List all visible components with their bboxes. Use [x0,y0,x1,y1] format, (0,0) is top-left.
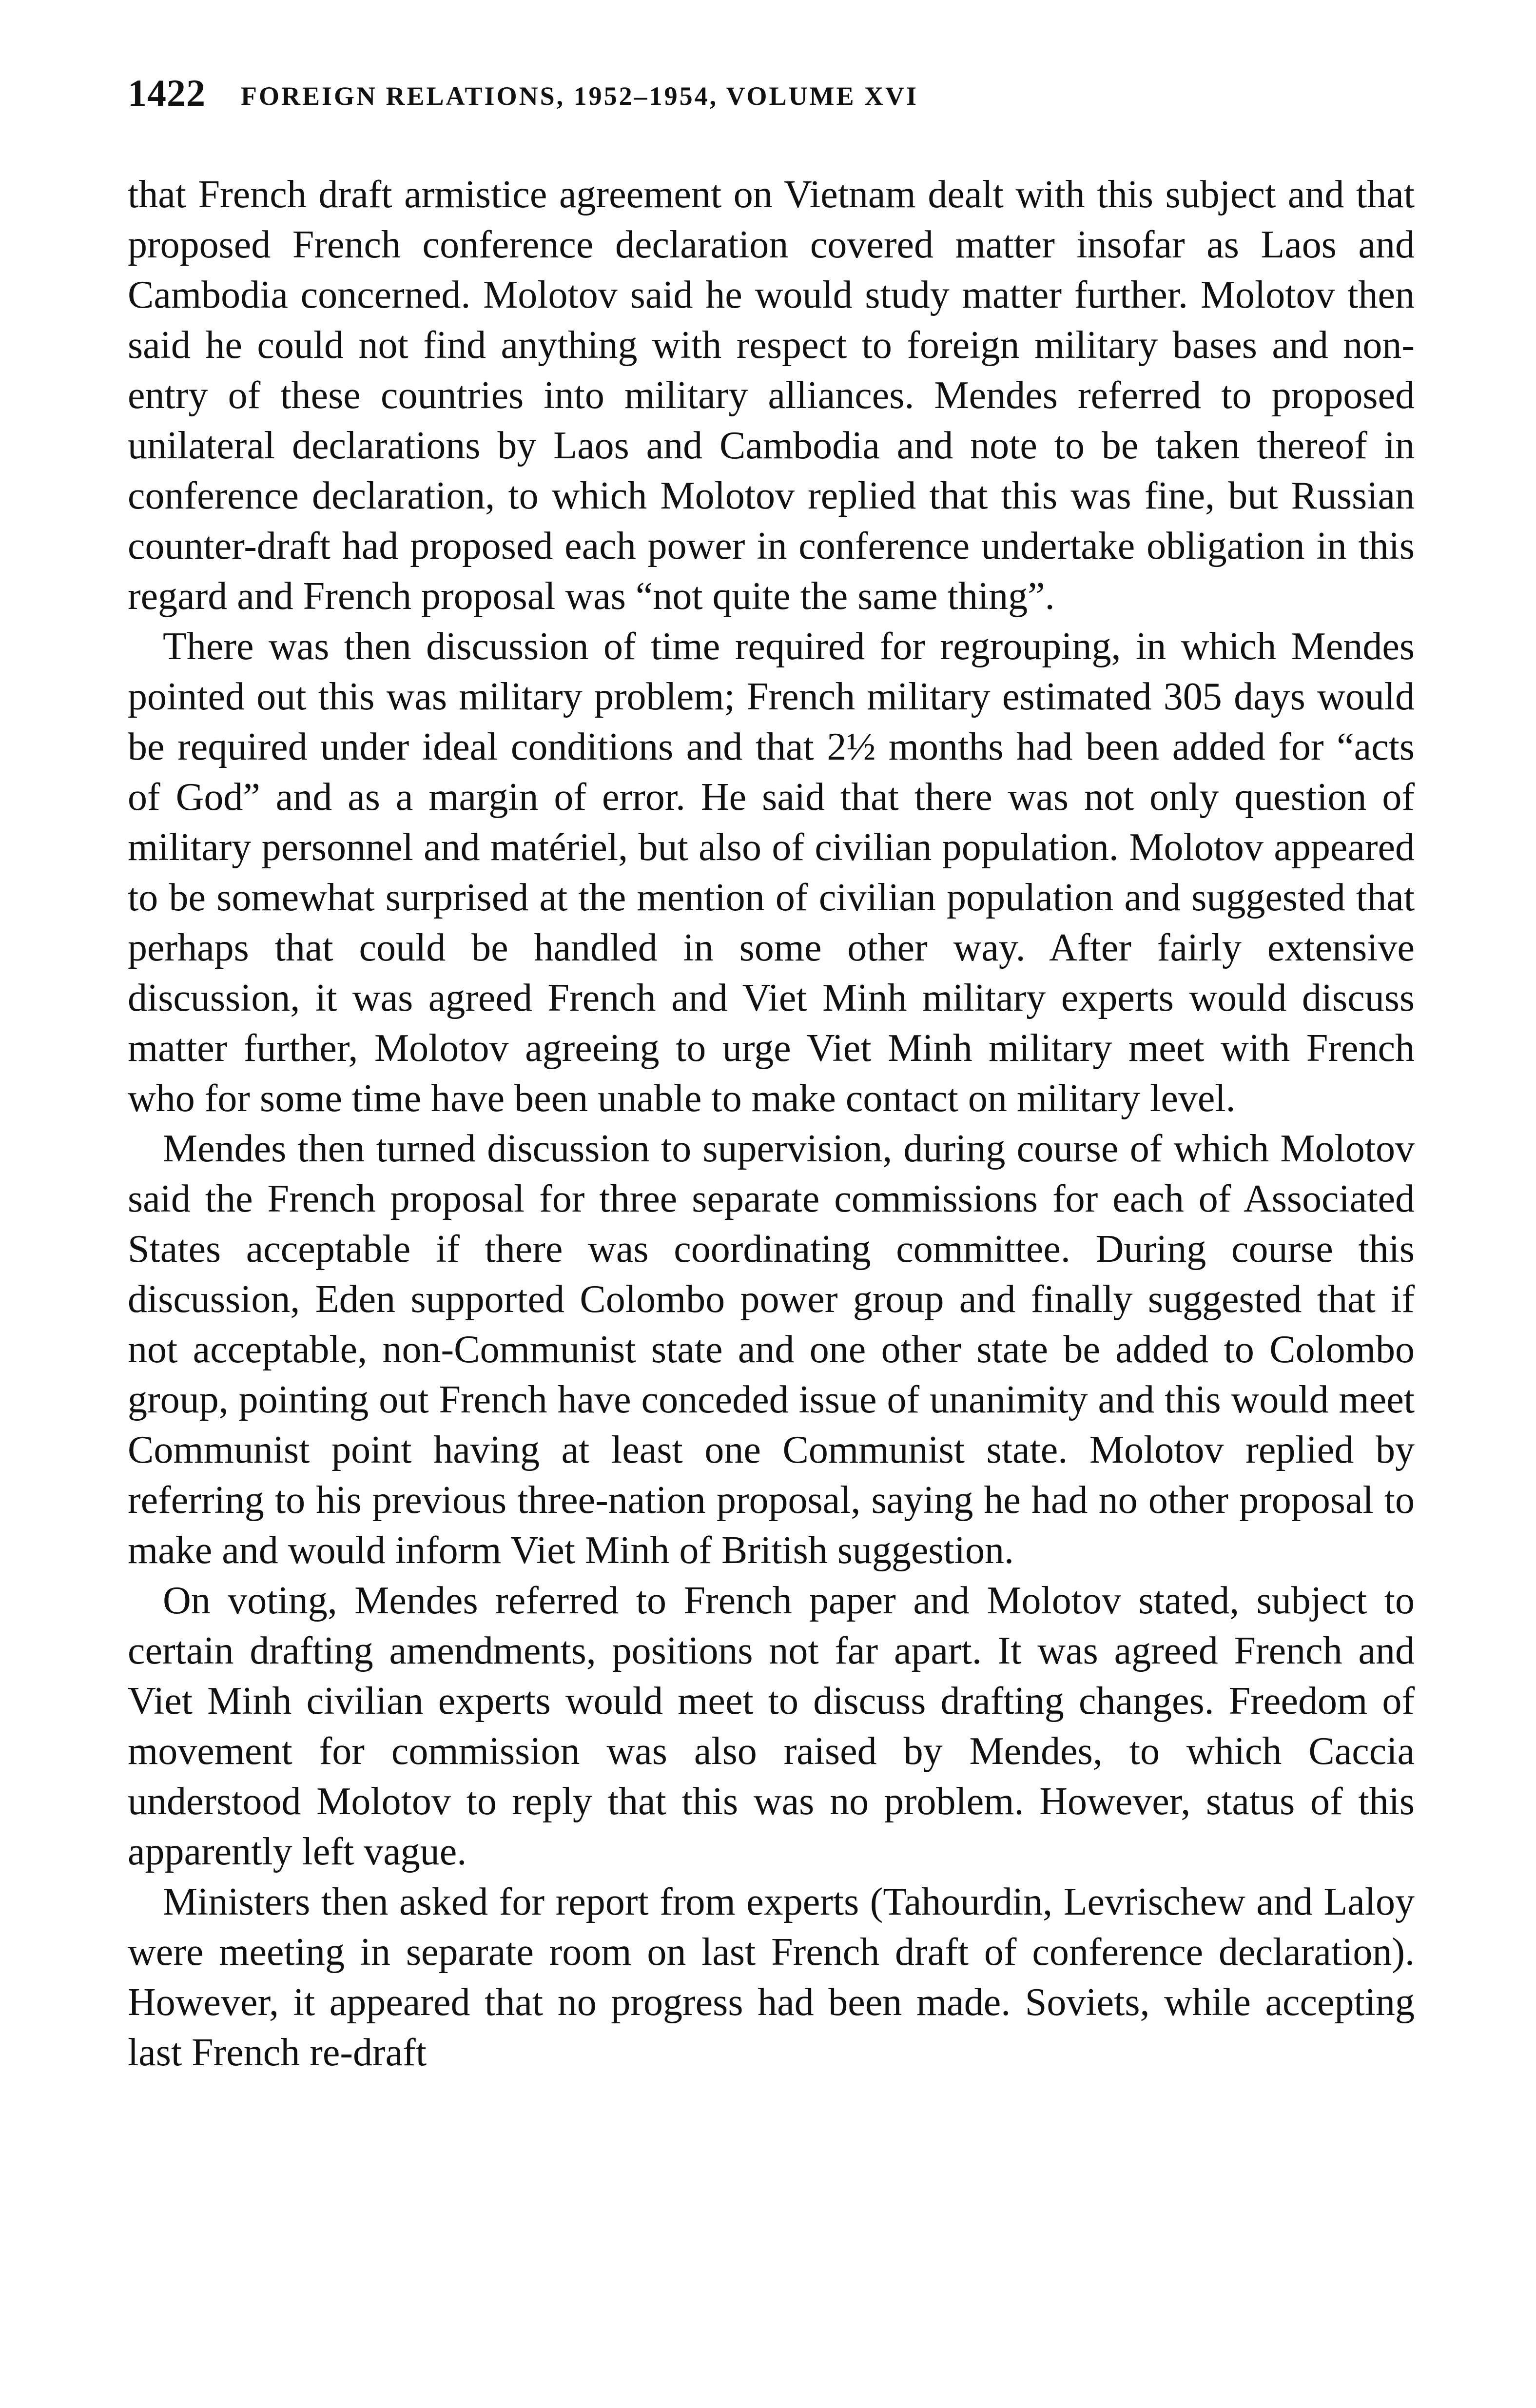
book-title: FOREIGN RELATIONS, 1952–1954, VOLUME XVI [241,81,919,111]
document-page [128,39,1415,2078]
page-number: 1422 [128,72,206,114]
paragraph-ministers: Ministers then asked for report from experts (Tahourdin, Levrischew and Laloy were meeting in separate room on last French draft of conference declaration). However, it appeared that no progress had been made. Soviets, while accepting last French re-draft [128,1880,1415,2074]
paragraph-regrouping: There was then discussion of time required for regrouping, in which Mendes pointed out this was military problem; French military estimated 305 days would be required under ideal conditions and that 2½ months had been added for “acts of God” and as a margin of error. He said that there was not only question of military personnel and matériel, but also of civilian population. Molotov appeared to be somewhat surprised at the mention of civilian population and suggested that perhaps that could be handled in some other way. After fairly extensive discussion, it was agreed French and Viet Minh military experts would discuss matter further, Molotov agreeing to urge Viet Minh military meet with French who for some time have been unable to make contact on military level. [128,625,1415,1120]
body-text [128,170,1415,2078]
running-head [128,39,1415,112]
paragraph-voting: On voting, Mendes referred to French paper and Molotov stated, subject to certain drafting amendments, positions not far apart. It was agreed French and Viet Minh civilian experts would meet to discuss drafting changes. Freedom of movement for commission was also raised by Mendes, to which Caccia understood Molotov to reply that this was no problem. However, status of this apparently left vague. [128,1579,1415,1873]
paragraph-continued: that French draft armistice agreement on Vietnam dealt with this subject and that proposed French conference declaration covered matter insofar as Laos and Cambodia concerned. Molotov said he would study matter further. Molotov then said he could not find anything with respect to foreign military bases and non-entry of these countries into military alliances. Mendes referred to proposed unilateral declarations by Laos and Cambodia and note to be taken thereof in conference declaration, to which Molotov replied that this was fine, but Russian counter-draft had proposed each power in conference undertake obligation in this regard and French proposal was “not quite the same thing”. [128,173,1415,618]
paragraph-supervision: Mendes then turned discussion to supervision, during course of which Molotov said the French proposal for three separate commissions for each of Associated States acceptable if there was coordinating committee. During course this discussion, Eden supported Colombo power group and finally suggested that if not acceptable, non-Communist state and one other state be added to Colombo group, pointing out French have conceded issue of unanimity and this would meet Communist point having at least one Communist state. Molotov replied by referring to his previous three-nation proposal, saying he had no other proposal to make and would inform Viet Minh of British suggestion. [128,1127,1415,1572]
